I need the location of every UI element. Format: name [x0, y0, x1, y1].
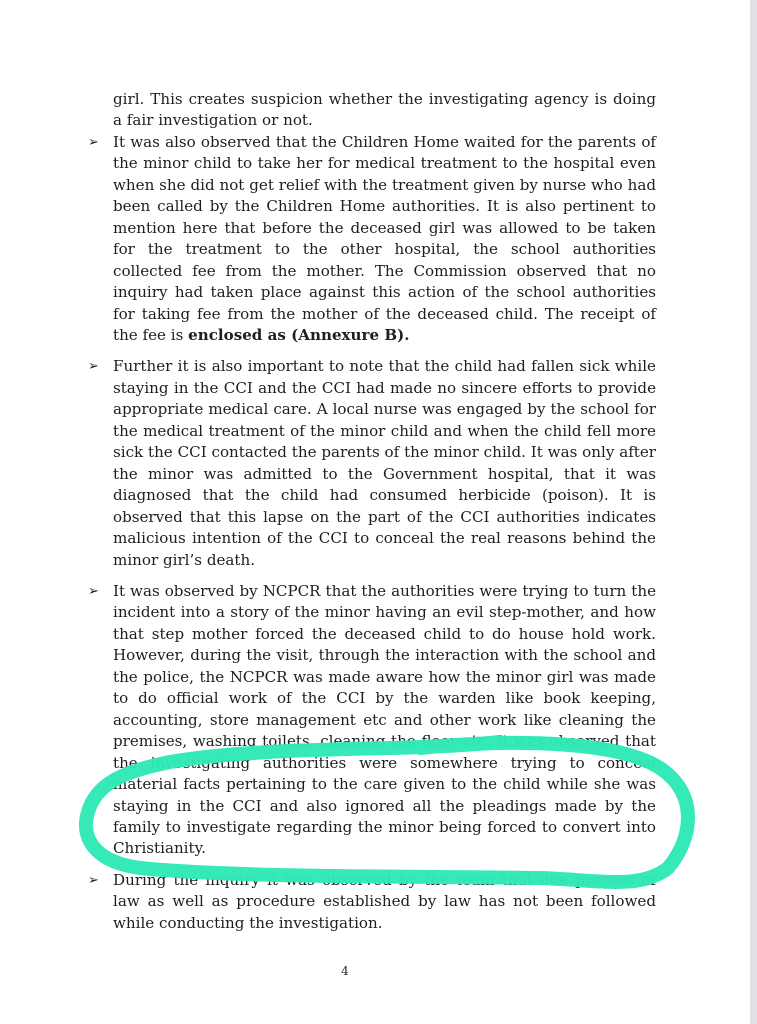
paragraph-continuation — [0, 89, 656, 132]
bullet-arrow-icon: ➢ — [88, 134, 99, 150]
paragraph-text: During the inquiry it was observed by the team that due process of law as well as procedure established by law has not been followed while conducting the investigation. — [113, 870, 656, 932]
paragraph-text: girl. This creates suspicion whether the investigating agency is doing a fair investigation or not. — [113, 90, 656, 130]
bullet-arrow-icon: ➢ — [88, 872, 99, 888]
annexure-reference: enclosed as (Annexure B). — [188, 325, 410, 344]
document-body — [0, 89, 750, 934]
bullet-paragraph-medical-care — [0, 356, 656, 571]
bullet-paragraph-children-home — [0, 132, 656, 347]
bullet-paragraph-due-process — [0, 870, 656, 934]
bullet-arrow-icon: ➢ — [88, 359, 99, 375]
page-number: 4 — [341, 964, 349, 978]
bullet-arrow-icon: ➢ — [88, 583, 99, 599]
paragraph-text: It was observed by NCPCR that the authorities were trying to turn the incident into a story of the minor having an evil step-mother, and how that step mother forced the deceased child to do house hold work. However, during the visit, through the interaction with the school and the police, the NCPCR was made aware how the minor girl was made to do official work of the CCI by the warden like book keeping, accounting, store management etc and other work like cleaning the premises, washing toilets, cleaning the floor etc. It was observed that the investigating authorities were somewhere trying to conceal material facts pertaining to the care given to the child while she was staying in the CCI and also ignored all the pleadings made by the family to investigate regarding the minor being forced to convert into Christianity. — [113, 581, 656, 858]
paragraph-text: Further it is also important to note that the child had fallen sick while staying in the CCI and the CCI had made no sincere efforts to provide appropriate medical care. A local nurse was engaged by the school for the medical treatment of the minor child and when the child fell more sick the CCI contacted the parents of the minor child. It was only after the minor was admitted to the Government hospital, that it was diagnosed that the child had consumed herbicide (poison). It is observed that this lapse on the part of the CCI authorities indicates malicious intention of the CCI to conceal the real reasons behind the minor girl’s death. — [113, 357, 656, 569]
paragraph-text: It was also observed that the Children Home waited for the parents of the minor child to take her for medical treatment to the hospital even when she did not get relief with the treatment given by nurse who had been called by the Children Home authorities. It is also pertinent to mention here that before the deceased girl was allowed to be taken for the treatment to the other hospital, the school authorities collected fee from the mother. The Commission observed that no inquiry had taken place against this action of the school authorities for taking fee from the mother of the deceased child. The receipt of the fee is — [113, 132, 656, 344]
viewer-background-edge — [750, 0, 757, 1024]
bullet-paragraph-ncpcr-observation — [0, 581, 656, 860]
